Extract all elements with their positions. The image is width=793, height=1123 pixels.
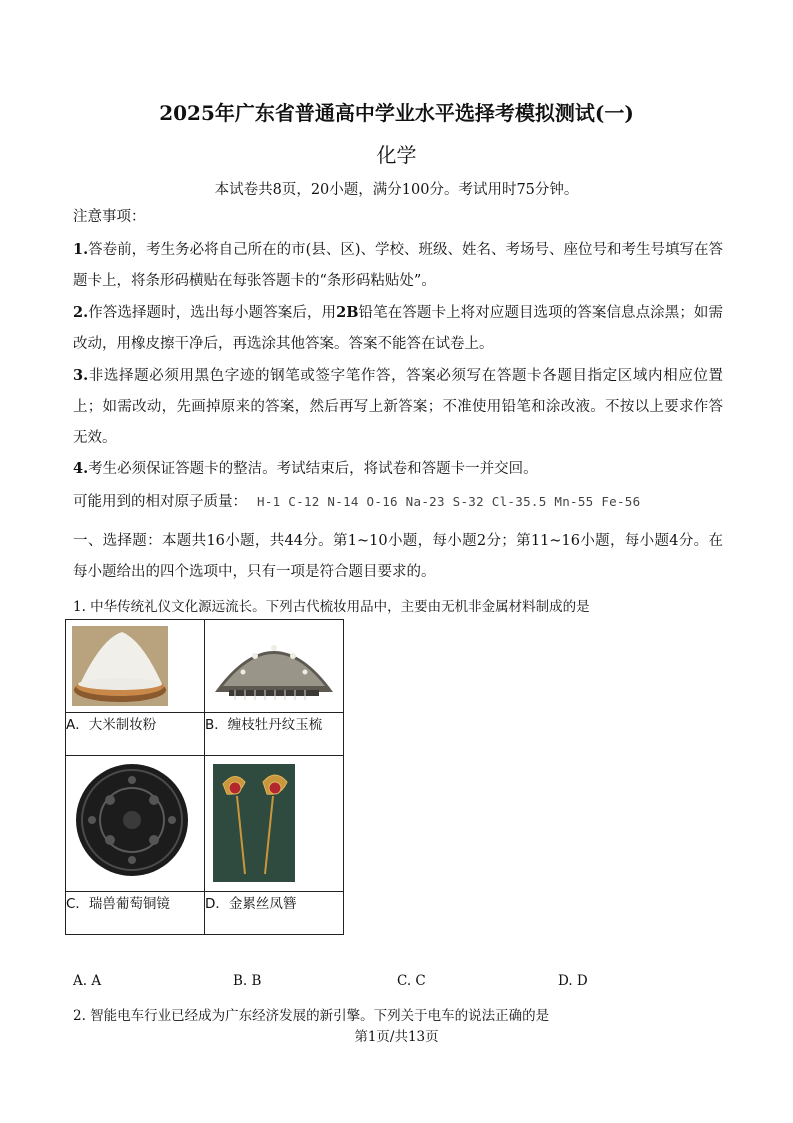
option-c-label: C．瑞兽葡萄铜镜 (66, 892, 205, 935)
jade-comb-icon (205, 620, 343, 712)
bronze-mirror-icon (66, 756, 204, 891)
page-number: 第1页/共13页 (354, 1029, 439, 1045)
option-c-image (66, 756, 205, 892)
note-item-1: 1.答卷前，考生务必将自己所在的市(县、区)、学校、班级、姓名、考场号、座位号和考生号填写在答题卡上，将条形码横贴在每张答题卡的“条形码粘贴处”。 (73, 241, 723, 289)
section-1-instructions: 一、选择题：本题共16小题，共44分。第1~10小题，每小题2分；第11~16小题，每小题4分。在每小题给出的四个选项中，只有一项是符合题目要求的。 (73, 533, 723, 580)
question-2-stem: 2. 智能电车行业已经成为广东经济发展的新引擎。下列关于电车的说法正确的是 (73, 1008, 550, 1024)
choice-d[interactable]: D. D (558, 973, 588, 989)
note-item-4: 4.考生必须保证答题卡的整洁。考试结束后，将试卷和答题卡一并交回。 (73, 460, 538, 477)
note-item-2: 2.作答选择题时，选出每小题答案后，用2B铅笔在答题卡上将对应题目选项的答案信息点涂黑；如需改动，用橡皮擦干净后，再选涂其他答案。答案不能答在试卷上。 (73, 304, 724, 352)
gold-hairpin-icon (205, 756, 343, 891)
option-a-label: A．大米制妆粉 (66, 713, 205, 756)
subject-title: 化学 (376, 143, 417, 167)
option-b-image (205, 620, 344, 713)
notes-heading: 注意事项： (73, 209, 146, 225)
choice-b[interactable]: B. B (233, 973, 262, 989)
choice-c[interactable]: C. C (397, 973, 426, 989)
option-a-image (66, 620, 205, 713)
option-b-label: B．缠枝牡丹纹玉梳 (205, 713, 344, 756)
rice-powder-icon (66, 620, 204, 712)
question-1-options-table (65, 619, 344, 935)
question-1-stem: 1. 中华传统礼仪文化源远流长。下列古代梳妆用品中，主要由无机非金属材料制成的是 (73, 599, 590, 615)
option-d-label: D．金累丝凤簪 (205, 892, 344, 935)
option-d-image (205, 756, 344, 892)
page-title: 2025年广东省普通高中学业水平选择考模拟测试(一) (159, 101, 634, 125)
atomic-masses: 可能用到的相对原子质量： H-1 C-12 N-14 O-16 Na-23 S-32 Cl-35.5 Mn-55 Fe-56 (73, 494, 641, 510)
exam-intro: 本试卷共8页，20小题，满分100分。考试用时75分钟。 (214, 182, 579, 198)
choice-a[interactable]: A. A (73, 973, 102, 989)
note-item-3: 3.非选择题必须用黑色字迹的钢笔或签字笔作答，答案必须写在答题卡各题目指定区域内相应位置上；如需改动，先画掉原来的答案，然后再写上新答案；不准使用铅笔和涂改液。不按以上要求作答无效。 (73, 367, 723, 446)
